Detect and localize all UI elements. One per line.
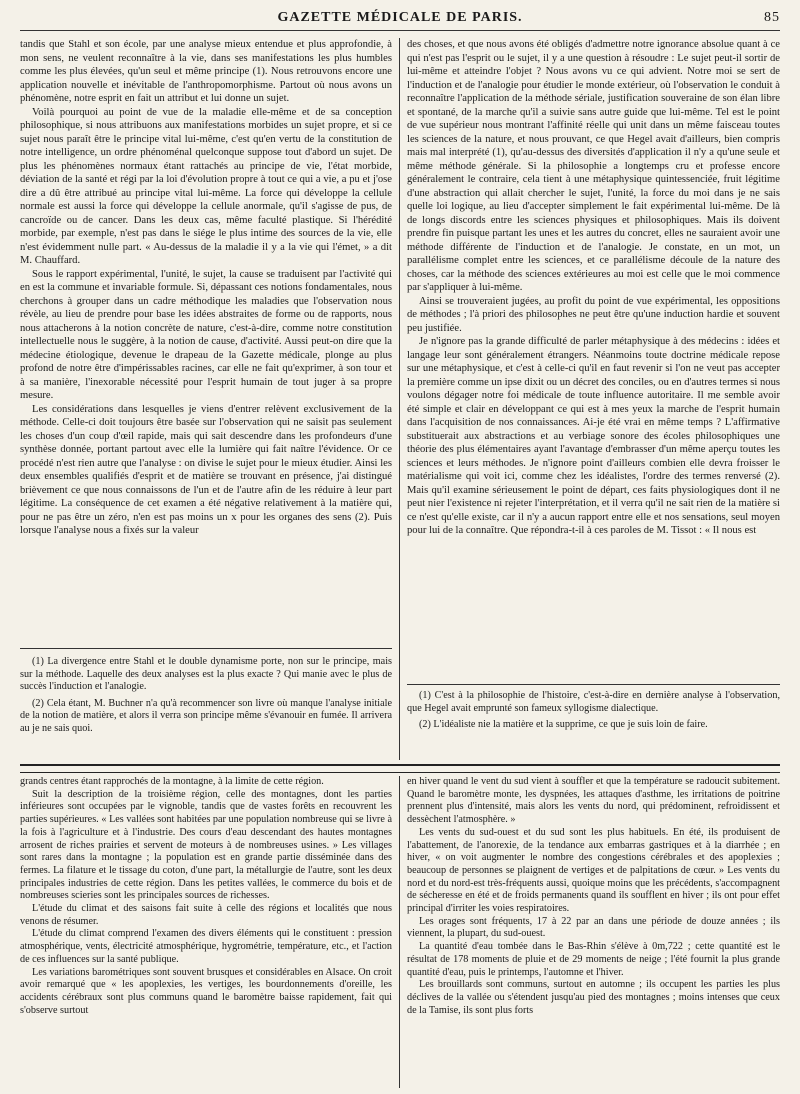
paragraph: La quantité d'eau tombée dans le Bas-Rhin s'élève à 0m,722 ; cette quantité est le résultat de 178 moments de pluie et de 29 moments de neige ; l'été fournit la plus grande quantité d'eau, puis le printemps, l'automne et l'hiver.: [407, 941, 780, 978]
paragraph: Suit la description de la troisième région, celle des montagnes, dont les parties inférieures sont occupées par le vignoble, tandis que de vastes forêts en recouvrent les parties supérieures. « Les vallées sont habitées par une population nombreuse qui se livre à la fois à l'agriculture et à l'industrie. Des cours d'eau descendant des hautes montagnes arrosent de riches prairies et servent de moteurs à de nombreuses usines. » Les villages sont rares dans la montagne ; la population est en grande partie disséminée dans des fermes. La filature et le tissage du coton, d'une part, la métallurgie de l'autre, sont les deux principales industries de cette région. Dans les petites vallées, le commerce du bois et de nombreuses scieries sont les principales sources de richesses.: [20, 788, 392, 902]
upper-left-column: [20, 38, 392, 640]
footnote-rule: [20, 648, 392, 649]
paragraph: Je n'ignore pas la grande difficulté de parler métaphysique à des médecins : idées et langage leur sont généralement étrangers. Néanmoins toute doctrine médicale repose sur une métaphysique, et c'est à celle-ci qu'il en faut revenir si l'on ne veut pas accepter la première comme un ipse dixit ou un décret des conciles, ou en d'autres termes si nous voulons dégager notre foi médicale de toute influence autoritaire. Il me semble avoir été simple et clair en développant ce qui est à mes yeux la marche de l'esprit humain dans l'acquisition de nos connaissances. Ai-je été vrai en même temps ? L'affirmative substituerait aux abstractions et au verbiage sonore des écoles philosophiques une théorie des plus élémentaires ayant l'avantage d'embrasser d'un même aperçu toutes les sciences et leurs méthodes. Je n'ignore point d'ailleurs combien elle devra froisser le matérialisme qui voit ici, comme chez les idéalistes, l'ordre des termes renversé (2). Mais qu'il examine sérieusement le point de départ, ces faits physiologiques dont il ne peut nier l'existence ni rejeter l'interprétation, et il verra qu'il ne sait rien de la matière si ce n'est qu'elle existe, car il n'y a aucun rapport entre elle et nos sensations, seul moyen pour lui de la connaître. Que répondra-t-il à ces paroles de M. Tissot : « Il nous est: [407, 336, 780, 536]
page-number: 85: [764, 10, 780, 25]
upper-right-column: [407, 38, 780, 678]
page-header: [20, 10, 780, 31]
paragraph: Les vents du sud-ouest et du sud sont les plus habituels. En été, ils produisent de l'abattement, de l'anorexie, de la tendance aux embarras gastriques et à la diarrhée ; en hiver, « on voit augmenter le nombre des congestions cérébrales et des apoplexies ; beaucoup de personnes se plaignent de vertiges et de palpitations de cœur. » Les vents du nord et du nord-est très-fréquents aussi, quoique moins que les précédents, s'accompagnent de sécheresse en été et de froids permanents quand ils soufflent en hiver ; ils ont pour effet principal d'irriter les voies respiratoires.: [407, 826, 780, 915]
paragraph: des choses, et que nous avons été obligés d'admettre notre ignorance absolue quant à ce qui n'est pas l'esprit ou le sujet, il y a une question à résoudre : Le sujet peut-il sortir de lui-même et atteindre l'objet ? Nous avons vu ce qui advient. Notre moi se sert de l'induction et de l'analogie pour étudier le monde extérieur, où l'observation le conduit à reconnaître l'application de la méthode sériale, justification souveraine de son élan libre et spontané, de la marche qu'il a suivie sans autre guide que lui-même. Tel est le point de vue supérieur nous montrant l'affinité réelle qui unit dans un même faisceau toutes les sciences de la nature, et nous prouvant, ce que Hegel avait d'ailleurs, bien compris mais mal interprété (1), qu'au-dessus des diversités d'application il n'y a qu'une seule et même méthode générale. Si la philosophie a longtemps cru et professe encore généralement le contraire, cela tient à une métaphysique quintessenciée, fruit légitime d'une abstraction qui allait chercher le sujet, l'unité, la force du moi dans je ne sais quelle loi logique, au lieu d'accepter simplement le fait expérimental lui-même. De là de longs discords entre les sciences physiques et philosophiques. Mais ils doivent prendre fin puisque partant les unes et les autres du concret, elles ne sauraient avoir une méthode différente de l'induction et de l'analogie. Je constate, en un mot, un parallélisme complet entre les sciences, et ce parallélisme découle de la nature des choses, car la méthode des sciences extérieures au moi est celle que le moi commence par s'appliquer à lui-même.: [407, 39, 780, 293]
paragraph: tandis que Stahl et son école, par une analyse mieux entendue et plus approfondie, à mon sens, ne veulent reconnaître à la vie, dans ses manifestations les plus humbles comme les plus élevées, qu'un seul et même principe (1). Nous retrouvons encore une application nouvelle et inévitable de l'anthropomorphisme. Partout où nous avons un phénomène, notre esprit en fait un attribut et lui donne un sujet.: [20, 39, 392, 104]
lower-left-column: [20, 776, 392, 1088]
paragraph: Les brouillards sont communs, surtout en automne ; ils occupent les parties les plus déclives de la vallée ou s'étendent jusqu'au pied des montagnes ; moins intenses que ceux de la Tamise, ils sont plus forts: [407, 979, 780, 1016]
footnote: (2) Cela étant, M. Buchner n'a qu'à recommencer son livre où manque l'analyse initiale de la notion de matière, et alors il verra son principe même s'évanouir en fumée. Il arrivera au je ne sais quoi.: [20, 697, 392, 734]
section-separator: [20, 764, 780, 773]
footnote: (2) L'idéaliste nie la matière et la supprime, ce que je suis loin de faire.: [419, 719, 708, 730]
paragraph: Les variations barométriques sont souvent brusques et considérables en Alsace. On croit avoir remarqué que « les apoplexies, les vertiges, les bourdonnements d'oreille, les accidents cérébraux sont plus communs quand le baromètre baisse rapidement, fait qui s'observe surtout: [20, 966, 392, 1016]
upper-right-footnotes: [407, 690, 780, 760]
footnote: (1) La divergence entre Stahl et le double dynamisme porte, non sur le principe, mais sur la méthode. Laquelle des deux analyses est la plus exacte ? Qui manie avec le plus de succès l'induction et l'analogie.: [20, 656, 392, 692]
paragraph: L'étude du climat comprend l'examen des divers éléments qui le constituent : pression atmosphérique, vents, électricité atmosphérique, hygrométrie, température, etc., et l'action de ces influences sur la santé publique.: [20, 928, 392, 965]
column-divider: [399, 776, 400, 1088]
paragraph: Ainsi se trouveraient jugées, au profit du point de vue expérimental, les oppositions de méthodes ; l'à priori des philosophes ne peut être qu'une induction hardie et souvent peu justifiée.: [407, 295, 780, 334]
paragraph: L'étude du climat et des saisons fait suite à celle des régions et localités que nous venons de résumer.: [20, 903, 392, 927]
paragraph: grands centres étant rapprochés de la montagne, à la limite de cette région.: [20, 776, 324, 787]
paragraph: Les considérations dans lesquelles je viens d'entrer relèvent exclusivement de la méthode. Celle-ci doit toujours être basée sur l'observation qui ne saisit pas seulement les choses d'un coup d'œil rapide, mais qui sait descendre dans les profondeurs d'une synthèse donnée, portant partout avec elle la lumière qui fait naître l'évidence. Or ce procédé n'est rien autre que l'analyse : on divise le sujet pour le mieux étudier. Ainsi les deux ensembles qualifiés d'esprit et de matière se trouvant en présence, j'ai distingué brièvement ce que nous connaissons de l'un et de l'autre afin de les réduire à leur part légitime. La conséquence de cet examen a été négative relativement à la matière qui, pour ne pas être un zéro, n'en est pas moins un x pour les organes des sens (2). Puis lorsque l'analyse nous a fixés sur la valeur: [20, 403, 392, 536]
paragraph: Sous le rapport expérimental, l'unité, le sujet, la cause se traduisent par l'activité qui en est la commune et invariable formule. Si, dépassant ces notions fondamentales, nous cherchons à grouper dans un cadre méthodique les maladies que l'observation nous révèle, au lieu de prendre pour base les idées abstraites de forme ou de rapports, nous nous attacherons à la notion concrète de nature, c'est-à-dire, comme notre constitution intellectuelle nous le suggère, à la notion de cause, d'activité. Aussi peut-on dire que la médecine étiologique, devenue le drapeau de la Gazette médicale, plonge au plus profond de notre être d'impérissables racines, car elle ne fait qu'exprimer, à son tour et à sa manière, l'inexorable nécessité pour l'esprit humain de tout juger à sa propre mesure.: [20, 268, 392, 401]
paragraph: Voilà pourquoi au point de vue de la maladie elle-même et de sa conception philosophique, si nous attribuons aux manifestations morbides un sujet propre, et si ce sujet nous paraît être le principe vital lui-même, c'est qu'en vertu de la constitution de notre intelligence, un ordre phénoménal quelconque suppose tout d'abord un sujet. De plus les phénomènes normaux étant rattachés au principe de vie, l'état morbide, déviation de la santé et régi par la loi d'évolution propre à tout ce qui a vie, a pu et j'ose dire a dû être attribué au principe vital lui-même. La force qui développe la cellule normale est aussi la force qui développe la cellule anormale, qu'il s'agisse de pus, de cancroïde ou de cancer. Dans les deux cas, même faculté plastique. Si l'hérédité morbide, par exemple, n'est pas dans le siége le plus intime des sources de la vie, elle n'est évidemment nulle part. « Au-dessus de la maladie il y a la vie qui l'émet, » a dit M. Chauffard.: [20, 106, 392, 266]
column-divider: [399, 38, 400, 760]
upper-left-footnotes: [20, 656, 392, 756]
footnote: (1) C'est à la philosophie de l'histoire, c'est-à-dire en dernière analyse à l'observation, que Hegel avait emprunté son fameux syllogisme dialectique.: [407, 690, 780, 714]
footnote-rule: [407, 684, 780, 685]
paragraph: Les orages sont fréquents, 17 à 22 par an dans une période de douze années ; ils viennent, la plupart, du sud-ouest.: [407, 915, 780, 940]
journal-title: GAZETTE MÉDICALE DE PARIS.: [277, 10, 523, 25]
lower-right-column: [407, 776, 780, 1088]
paragraph: en hiver quand le vent du sud vient à souffler et que la température se radoucit subitement. Quand le baromètre monte, les dyspnées, les attaques d'asthme, les irritations de poitrine prennent plus d'intensité, mais alors les vents du nord, qui prédominent, refroidissent et dessèchent l'atmosphère. »: [407, 776, 780, 826]
